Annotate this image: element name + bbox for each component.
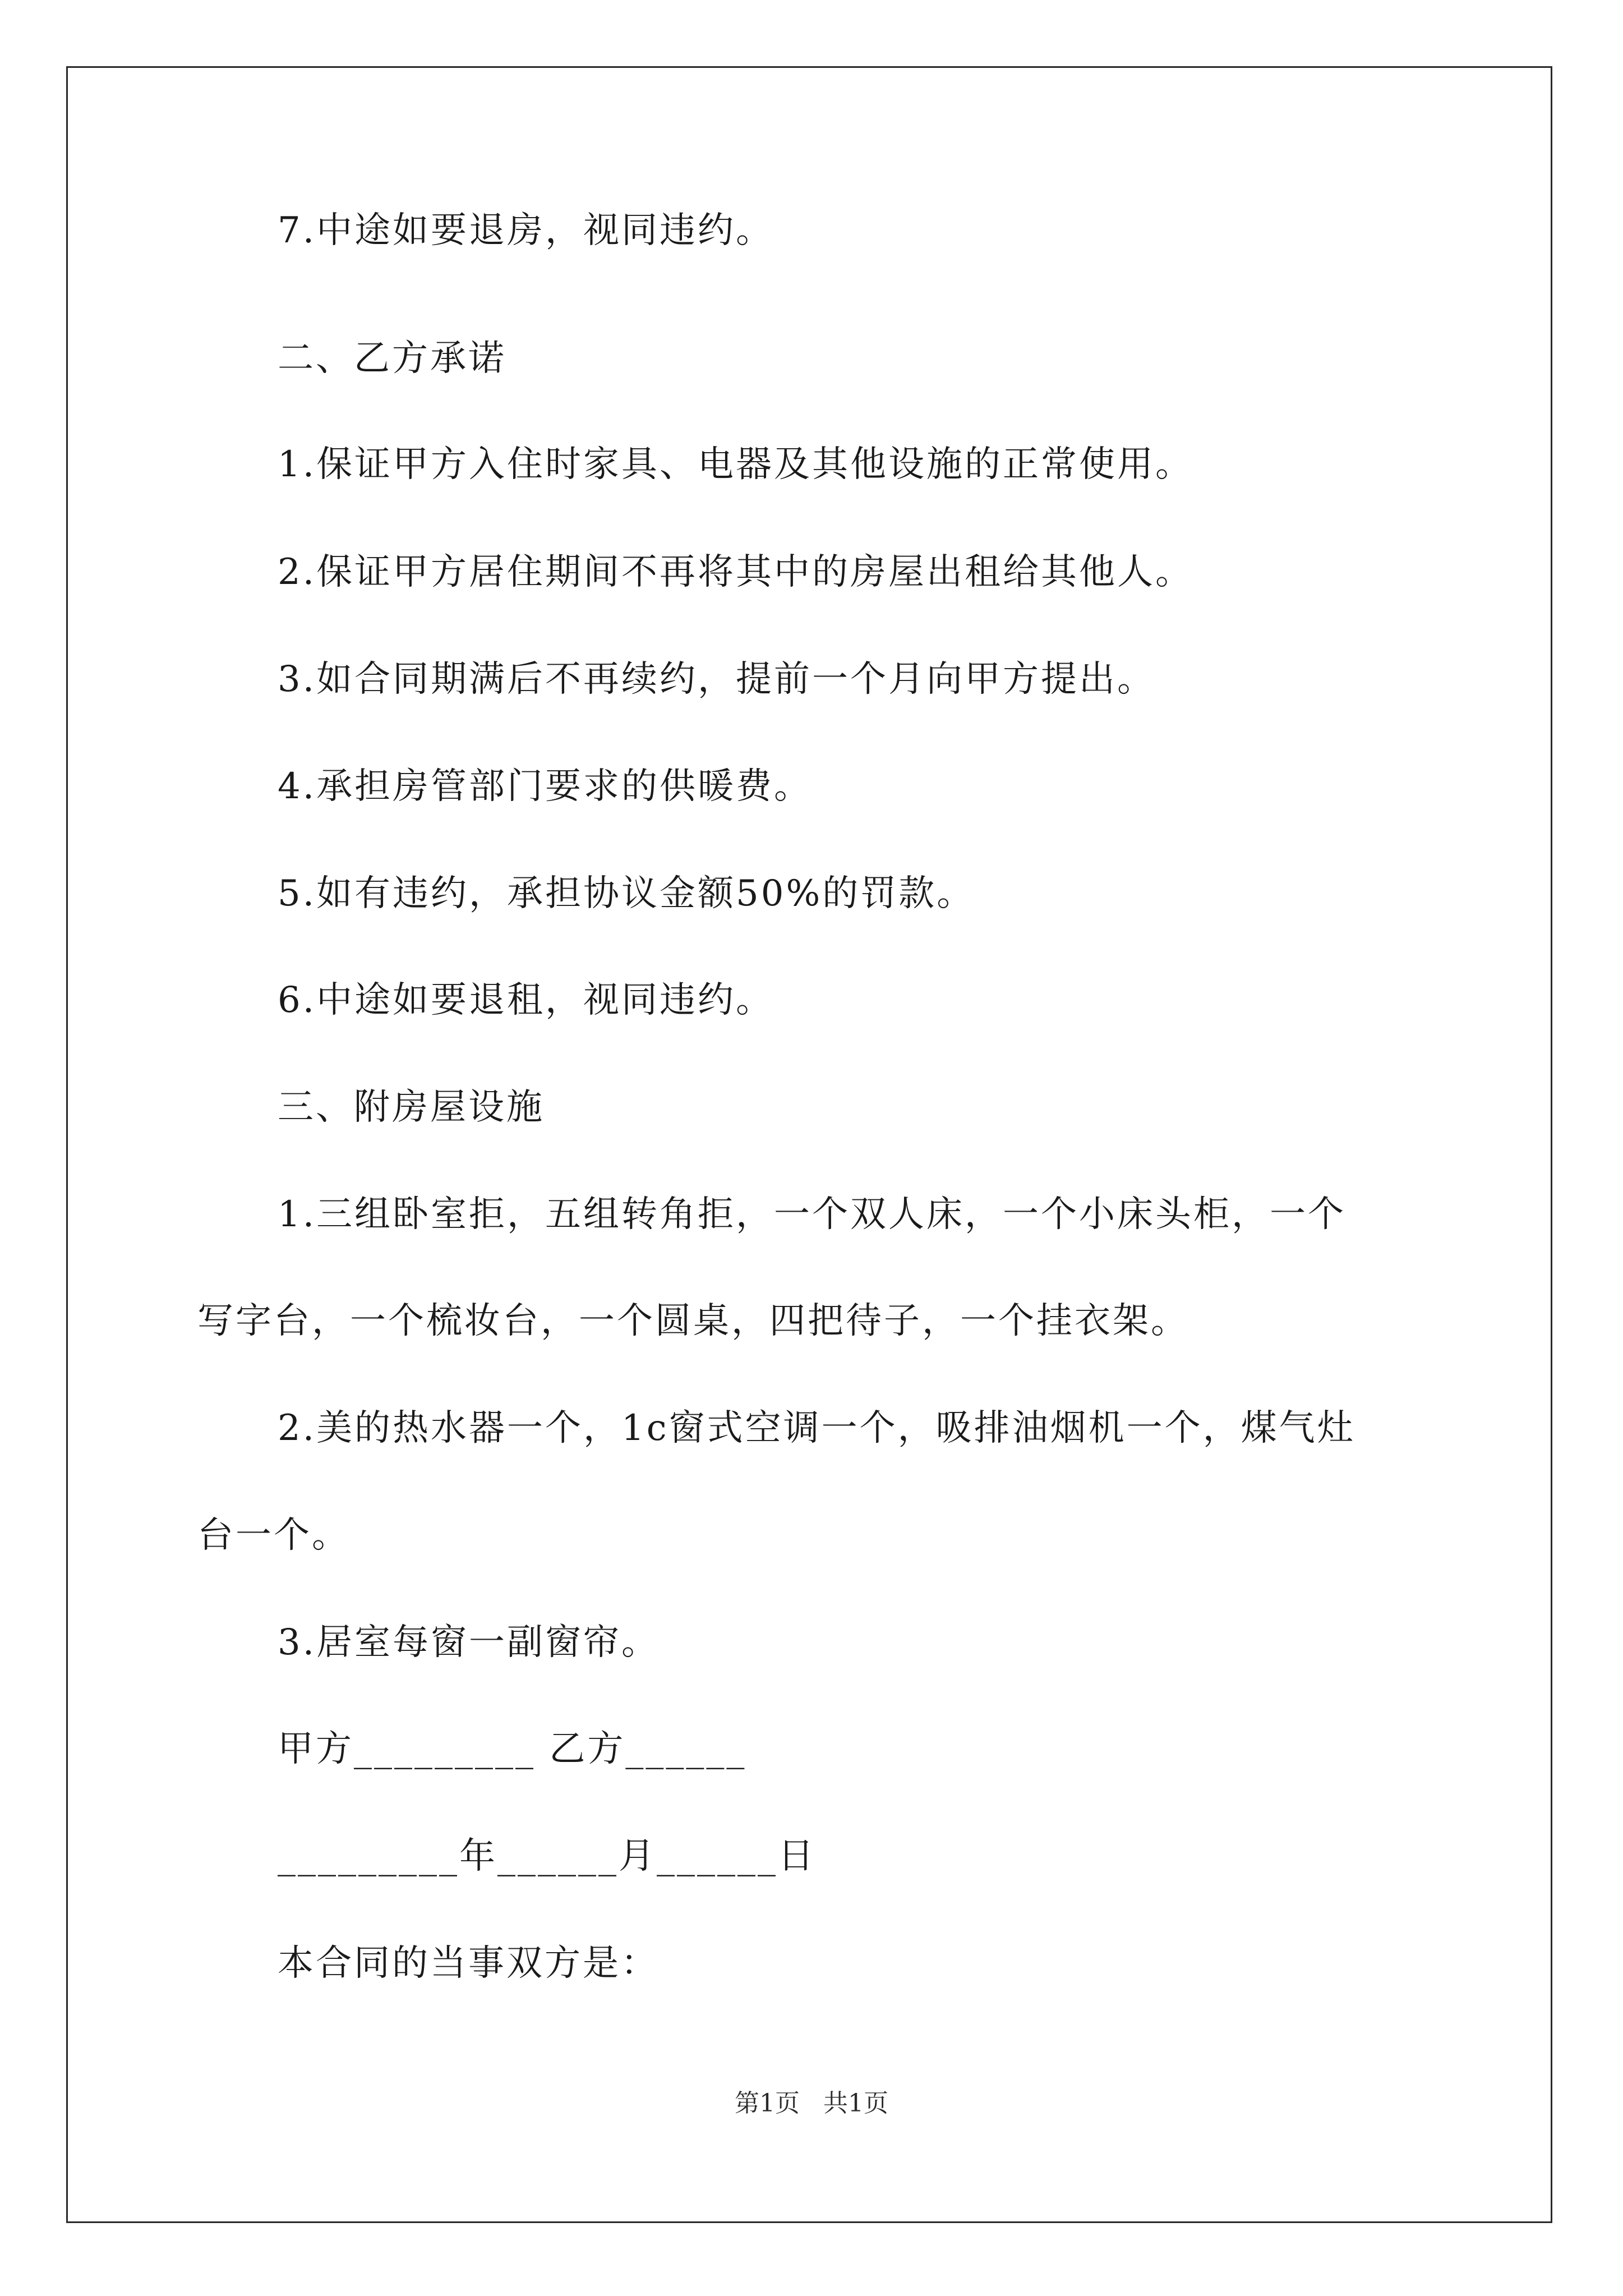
section-heading-facilities: 三、附房屋设施 xyxy=(278,1087,545,1128)
clause-6-withdraw: 6.中途如要退租，视同违约。 xyxy=(278,979,774,1021)
facility-2-line-2: 台一个。 xyxy=(197,1515,350,1556)
date-line: _________年______月______日 xyxy=(278,1835,816,1877)
page-footer: 第1页 共1页 xyxy=(735,2089,888,2118)
facility-3-curtains: 3.居室每窗一副窗帘。 xyxy=(278,1622,660,1663)
clause-4-heating: 4.承担房管部门要求的供暖费。 xyxy=(278,766,813,807)
parties-intro: 本合同的当事双方是： xyxy=(278,1943,659,1984)
clause-7-withdraw: 7.中途如要退房，视同违约。 xyxy=(278,210,774,251)
facility-1-line-2: 写字台，一个梳妆台，一个圆桌，四把待子，一个挂衣架。 xyxy=(197,1300,1189,1342)
section-heading-party-b: 二、乙方承诺 xyxy=(278,338,506,379)
clause-2-no-sublet: 2.保证甲方居住期间不再将其中的房屋出租给其他人。 xyxy=(278,551,1194,593)
clause-1-furniture: 1.保证甲方入住时家具、电器及其他设施的正常使用。 xyxy=(278,444,1194,485)
signature-line: 甲方_________ 乙方______ xyxy=(278,1728,747,1770)
clause-5-penalty: 5.如有违约，承担协议金额50%的罚款。 xyxy=(278,873,975,914)
facility-2-line-1: 2.美的热水器一个，1c窗式空调一个，吸排油烟机一个，煤气灶 xyxy=(278,1407,1355,1449)
facility-1-line-1: 1.三组卧室拒，五组转角拒，一个双人床，一个小床头柜，一个 xyxy=(278,1194,1347,1235)
clause-3-renewal: 3.如合同期满后不再续约，提前一个月向甲方提出。 xyxy=(278,659,1156,700)
